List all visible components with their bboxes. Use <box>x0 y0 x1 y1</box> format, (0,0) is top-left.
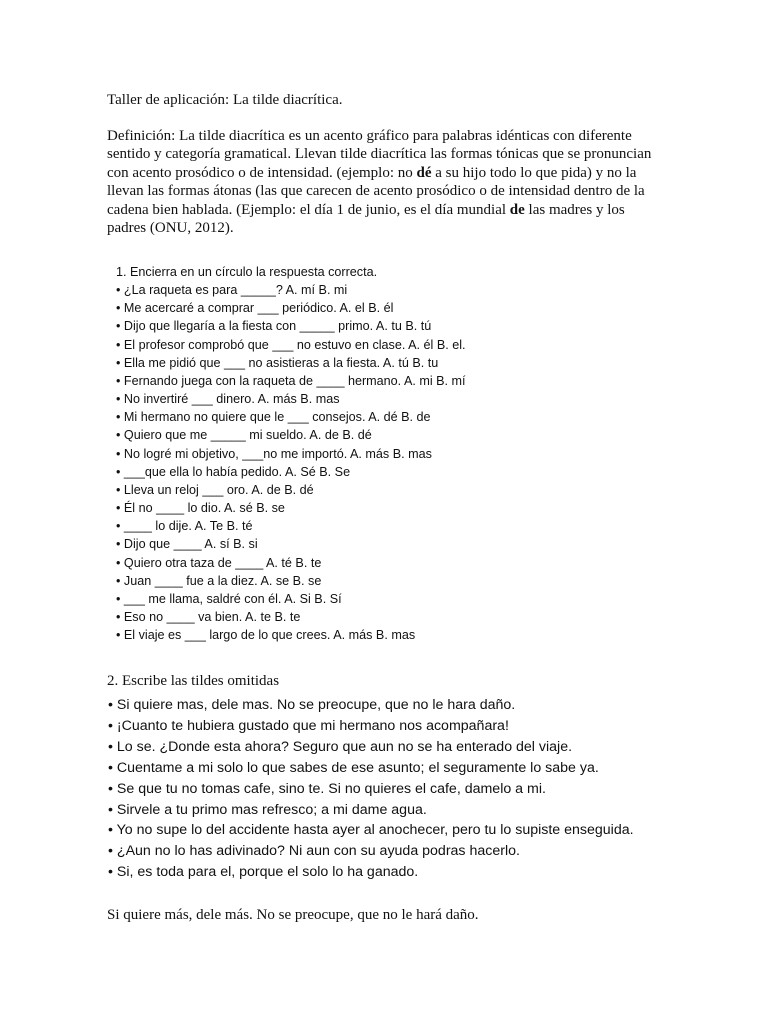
exercise-1-item: • Dijo que llegaría a la fiesta con _____ primo. A. tu B. tú <box>116 319 432 334</box>
exercise-1-item: • ¿La raqueta es para _____? A. mí B. mi <box>116 283 348 298</box>
exercise-1-item: • Juan ____ fue a la diez. A. se B. se <box>116 573 322 588</box>
definition-text: Definición: La tilde diacrítica es un acento gráfico para palabras idénticas con diferente sentido y categoría gramatical. Llevan tilde diacrítica las formas tónicas que se pronuncian con acento prosódico o de intensidad. (ejemplo: no <box>107 128 652 181</box>
exercise-2-item: • ¡Cuanto te hubiera gustado que mi hermano nos acompañara! <box>108 717 509 734</box>
exercise-2-item: • Lo se. ¿Donde esta ahora? Seguro que aun no se ha enterado del viaje. <box>108 738 573 755</box>
definition-text: a su hijo todo lo que pida) y no la llevan las formas átonas (las que carecen de acento prosódico o de intensidad dentro de la cadena bien hablada. (Ejemplo: el día 1 de junio, es el día mundial <box>107 164 645 218</box>
exercise-1-item: • Dijo que ____ A. sí B. si <box>116 537 258 552</box>
definition-text: las madres y los padres (ONU, 2012). <box>107 201 625 237</box>
exercise-1-list <box>116 281 636 644</box>
definition-example-word: dé <box>416 164 432 181</box>
exercise-2-heading: 2. Escribe las tildes omitidas <box>107 673 280 689</box>
exercise-2-item: • Se que tu no tomas cafe, sino te. Si no quieres el cafe, damelo a mi. <box>108 780 546 797</box>
exercise-1-item: • Me acercaré a comprar ___ periódico. A. el B. él <box>116 301 394 316</box>
exercise-1-item: • Fernando juega con la raqueta de ____ hermano. A. mi B. mí <box>116 373 466 388</box>
exercise-1-item: • Eso no ____ va bien. A. te B. te <box>116 609 301 624</box>
exercise-1-item: • Ella me pidió que ___ no asistieras a la fiesta. A. tú B. tu <box>116 355 439 370</box>
exercise-2-item: • ¿Aun no lo has adivinado? Ni aun con su ayuda podras hacerlo. <box>108 843 520 860</box>
exercise-1-item: • No logré mi objetivo, ___no me importó. A. más B. mas <box>116 446 432 461</box>
definition-example-word: de <box>509 201 525 218</box>
exercise-2-item: • Sirvele a tu primo mas refresco; a mi dame agua. <box>108 801 427 818</box>
exercise-1-item: • Lleva un reloj ___ oro. A. de B. dé <box>116 482 314 497</box>
exercise-1-item: • Quiero otra taza de ____ A. té B. te <box>116 555 322 570</box>
exercise-1-heading: 1. Encierra en un círculo la respuesta correcta. <box>116 265 378 279</box>
definition-paragraph <box>107 127 667 237</box>
exercise-2-list <box>108 695 708 883</box>
exercise-2-item: • Si quiere mas, dele mas. No se preocupe, que no le hara daño. <box>108 697 516 713</box>
exercise-1-item: • ____ lo dije. A. Te B. té <box>116 519 253 534</box>
exercise-1-item: • ___ me llama, saldré con él. A. Si B. Sí <box>116 591 342 606</box>
answer-example: Si quiere más, dele más. No se preocupe, que no le hará daño. <box>107 907 479 923</box>
exercise-2-item: • Yo no supe lo del accidente hasta ayer al anochecer, pero tu lo supiste enseguida. <box>108 822 634 839</box>
exercise-1-item: • ___que ella lo había pedido. A. Sé B. Se <box>116 464 351 479</box>
exercise-1-item: • Quiero que me _____ mi sueldo. A. de B. dé <box>116 428 372 443</box>
exercise-1-item: • Mi hermano no quiere que le ___ consejos. A. dé B. de <box>116 410 431 425</box>
exercise-2-item: • Si, es toda para el, porque el solo lo ha ganado. <box>108 864 419 881</box>
exercise-1-item: • Él no ____ lo dio. A. sé B. se <box>116 501 285 516</box>
exercise-1-item: • El viaje es ___ largo de lo que crees. A. más B. mas <box>116 628 416 643</box>
exercise-1-item: • No invertiré ___ dinero. A. más B. mas <box>116 392 340 407</box>
exercise-1-block <box>116 263 636 644</box>
exercise-1-item: • El profesor comprobó que ___ no estuvo en clase. A. él B. el. <box>116 337 466 352</box>
page-title: Taller de aplicación: La tilde diacrítica. <box>107 92 343 108</box>
exercise-2-item: • Cuentame a mi solo lo que sabes de ese asunto; el seguramente lo sabe ya. <box>108 759 599 776</box>
